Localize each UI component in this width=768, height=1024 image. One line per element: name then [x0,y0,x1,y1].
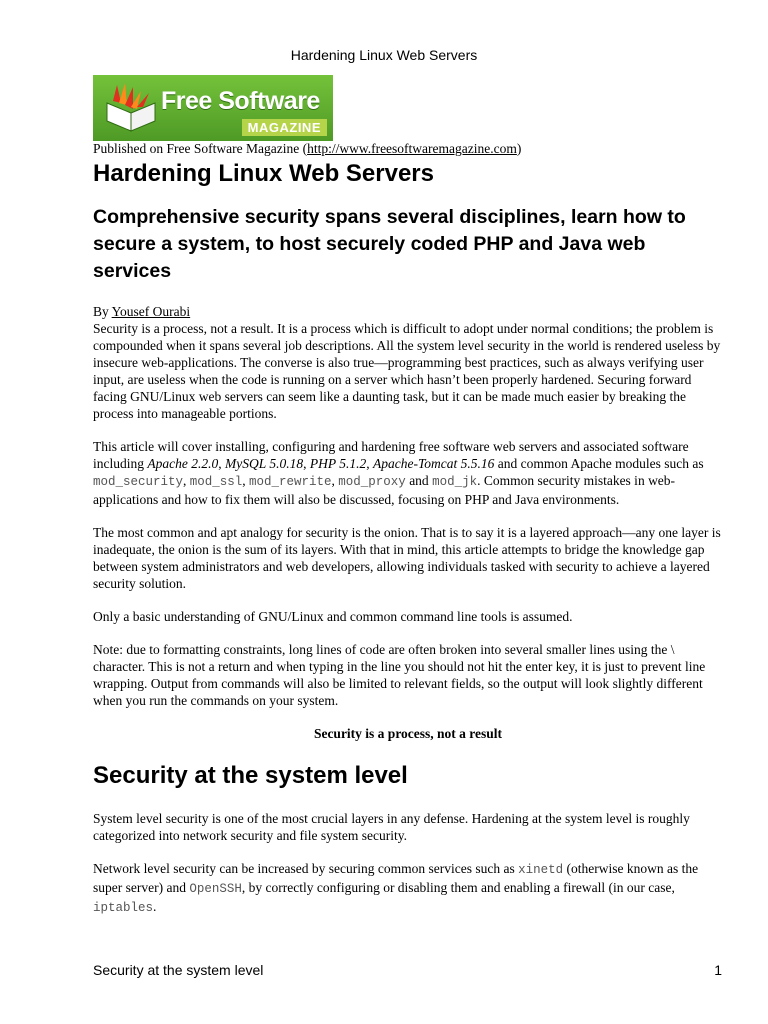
author-link[interactable]: Yousef Ourabi [111,304,191,319]
separator: , [366,456,373,471]
p2-text: . Common security mistakes in web-applications and how to fix them will also be discussed, focusing on PHP and Java environments. [93,473,676,507]
module-name: mod_proxy [338,475,406,489]
paragraph-1: Security is a process, not a result. It is a process which is difficult to adopt under normal conditions; the problem is compounded when it spans several job descriptions. All the system level security in the world is rendered useless by insecure web-applications. The converse is also true—programming best practices, such as always verifying user input, are useless when the code is running on a server which hasn’t been properly hardened. Securing forward facing GNU/Linux web servers can seem like a daunting task, but it can be made much easier by breaking the process into manageable portions. [93,321,721,421]
command-name: xinetd [518,863,564,877]
s2-text: , by correctly configuring or disabling them and enabling a firewall (in our case, [241,880,675,895]
p2-text: and common Apache modules such as [494,456,704,471]
separator: , [218,456,225,471]
section-heading: Security at the system level [93,762,408,789]
published-link[interactable]: http://www.freesoftwaremagazine.com [307,141,517,156]
module-name: mod_rewrite [249,475,332,489]
section-paragraph-2 [93,860,723,917]
free-software-magazine-logo [93,75,333,141]
mysql-version: MySQL 5.0.18 [224,456,304,471]
published-suffix: ) [516,141,522,156]
apache-version: Apache 2.2.0 [147,456,219,471]
tomcat-version: Apache-Tomcat 5.5.16 [373,456,495,471]
module-name: mod_security [93,475,184,489]
s2-text: (otherwise known as the super server) and [93,861,699,895]
separator: , [331,473,339,488]
separator: , [183,473,190,488]
module-name: mod_ssl [189,475,243,489]
logo-text-magazine: MAGAZINE [242,119,327,136]
running-header: Hardening Linux Web Servers [290,47,478,63]
pull-quote: Security is a process, not a result [313,726,503,741]
paragraph-2 [93,438,723,508]
byline [93,303,723,320]
article-body [93,158,723,933]
p2-text: This article will cover installing, configuring and hardening free software web servers and associated software including [93,439,689,471]
s2-text: Network level security can be increased by securing common services such as [93,861,519,876]
article-subtitle: Comprehensive security spans several disciplines, learn how to secure a system, to host securely coded PHP and Java web services [93,206,686,282]
logo-text-main: Free Software [161,87,320,115]
page-number: 1 [714,962,722,978]
separator: and [405,473,433,488]
command-name: OpenSSH [189,882,242,896]
paragraph-4: Only a basic understanding of GNU/Linux and common command line tools is assumed. [93,609,573,624]
section-paragraph-1: System level security is one of the most crucial layers in any defense. Hardening at the system level is roughly categorized into network security and file system security. [93,811,690,843]
paragraph-5: Note: due to formatting constraints, long lines of code are often broken into several smaller lines using the \ character. This is not a return and when typing in the line you should not hit the enter key, it is just to prevent line wrapping. Output from commands will also be limited to relevant fields, so the output will look slightly different when you run the commands on your system. [93,642,706,708]
command-name: iptables [93,901,154,915]
php-version: PHP 5.1.2 [309,456,367,471]
published-prefix: Published on Free Software Magazine ( [93,141,308,156]
s2-text: . [153,899,157,914]
book-icon [103,83,159,133]
byline-prefix: By [93,304,112,319]
separator: , [242,473,250,488]
separator: , [303,456,310,471]
footer-section-title: Security at the system level [93,962,264,978]
published-line [93,141,521,157]
article-title: Hardening Linux Web Servers [93,160,434,187]
module-name: mod_jk [432,475,478,489]
paragraph-3: The most common and apt analogy for security is the onion. That is to say it is a layered approach—any one layer is inadequate, the onion is the sum of its layers. With that in mind, this article attempts to bridge the knowledge gap between system administrators and web developers, allowing individuals tasked with security to achieve a layered security solution. [93,525,721,591]
